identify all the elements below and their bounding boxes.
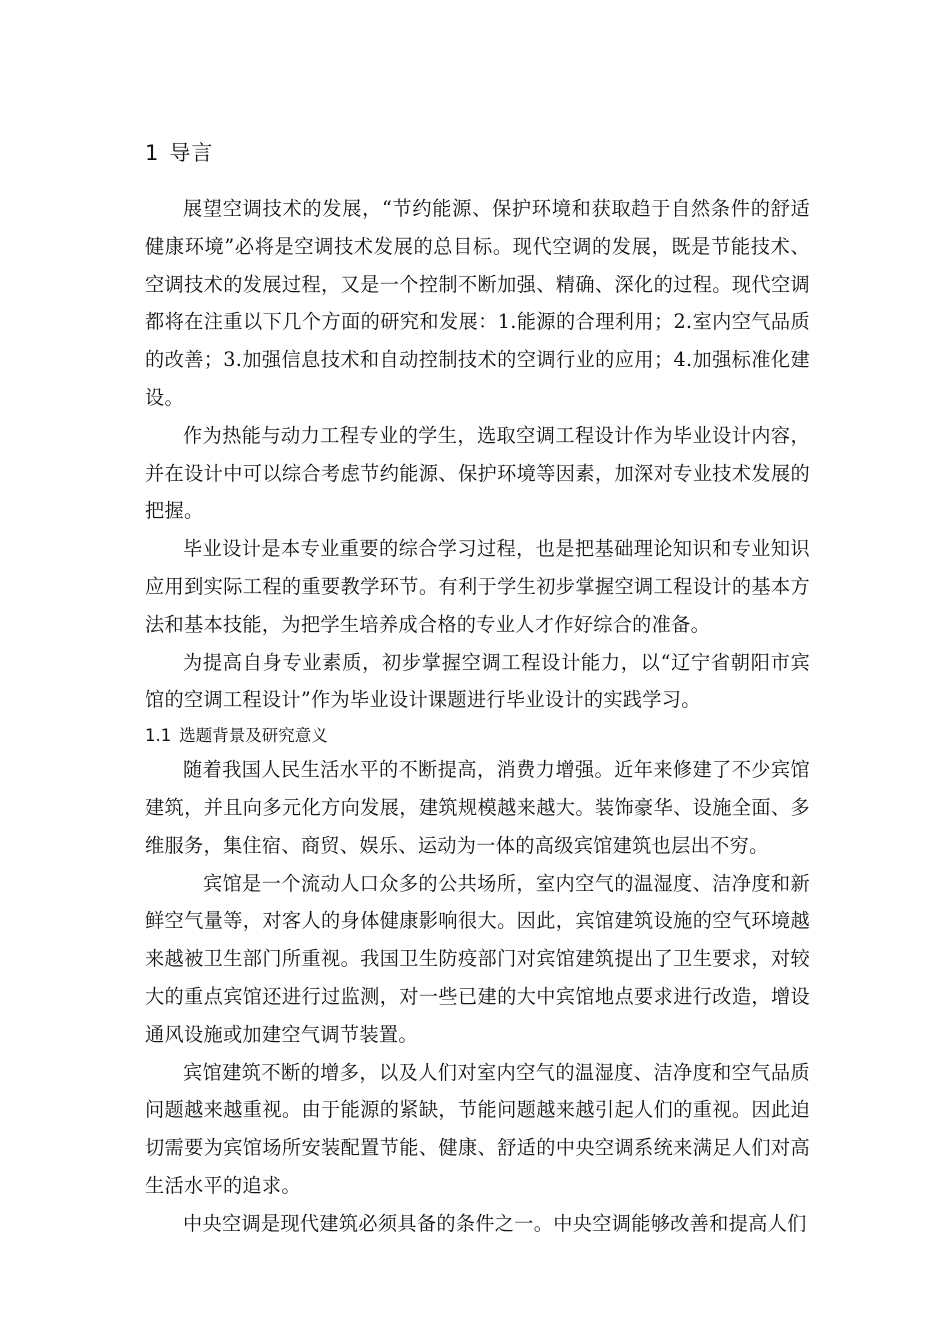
section-paragraph-1: 随着我国人民生活水平的不断提高，消费力增强。近年来修建了不少宾馆建筑，并且向多元化方向发展，建筑规模越来越大。装饰豪华、设施全面、多维服务，集住宿、商贸、娱乐、运动为一体的高级宾馆建筑也层出不穷。 bbox=[145, 758, 810, 857]
chapter-number: 1 bbox=[145, 141, 160, 165]
intro-paragraph-1: 展望空调技术的发展，“节约能源、保护环境和获取趋于自然条件的舒适健康环境”必将是空调技术发展的总目标。现代空调的发展，既是节能技术、空调技术的发展过程，又是一个控制不断加强、精确、深化的过程。现代空调都将在注重以下几个方面的研究和发展：1.能源的合理利用；2.室内空气品质的改善；3.加强信息技术和自动控制技术的空调行业的应用；4.加强标准化建设。 bbox=[145, 197, 810, 409]
document-page bbox=[145, 138, 810, 1243]
section-number: 1.1 bbox=[145, 726, 172, 746]
section-paragraph-4: 中央空调是现代建筑必须具备的条件之一。中央空调能够改善和提高人们 bbox=[183, 1211, 807, 1235]
intro-paragraph-4: 为提高自身专业素质，初步掌握空调工程设计能力，以“辽宁省朝阳市宾馆的空调工程设计”作为毕业设计课题进行毕业设计的实践学习。 bbox=[145, 650, 810, 712]
chapter-title: 导言 bbox=[169, 141, 214, 165]
section-heading bbox=[145, 721, 810, 751]
section-paragraph-3: 宾馆建筑不断的增多，以及人们对室内空气的温湿度、洁净度和空气品质问题越来越重视。由于能源的紧缺，节能问题越来越引起人们的重视。因此迫切需要为宾馆场所安装配置节能、健康、舒适的中央空调系统来满足人们对高生活水平的追求。 bbox=[145, 1060, 810, 1197]
chapter-heading bbox=[145, 138, 810, 168]
section-title: 选题背景及研究意义 bbox=[179, 726, 328, 746]
intro-paragraph-2: 作为热能与动力工程专业的学生，选取空调工程设计作为毕业设计内容，并在设计中可以综合考虑节约能源、保护环境等因素，加深对专业技术发展的把握。 bbox=[145, 423, 810, 523]
section-paragraph-2: 宾馆是一个流动人口众多的公共场所，室内空气的温湿度、洁净度和新鲜空气量等，对客人的身体健康影响很大。因此，宾馆建筑设施的空气环境越来越被卫生部门所重视。我国卫生防疫部门对宾馆建筑提出了卫生要求，对较大的重点宾馆还进行过监测，对一些已建的大中宾馆地点要求进行改造，增设通风设施或加建空气调节装置。 bbox=[145, 871, 810, 1046]
intro-paragraph-3: 毕业设计是本专业重要的综合学习过程，也是把基础理论知识和专业知识应用到实际工程的重要教学环节。有利于学生初步掌握空调工程设计的基本方法和基本技能，为把学生培养成合格的专业人才作好综合的准备。 bbox=[145, 537, 810, 636]
